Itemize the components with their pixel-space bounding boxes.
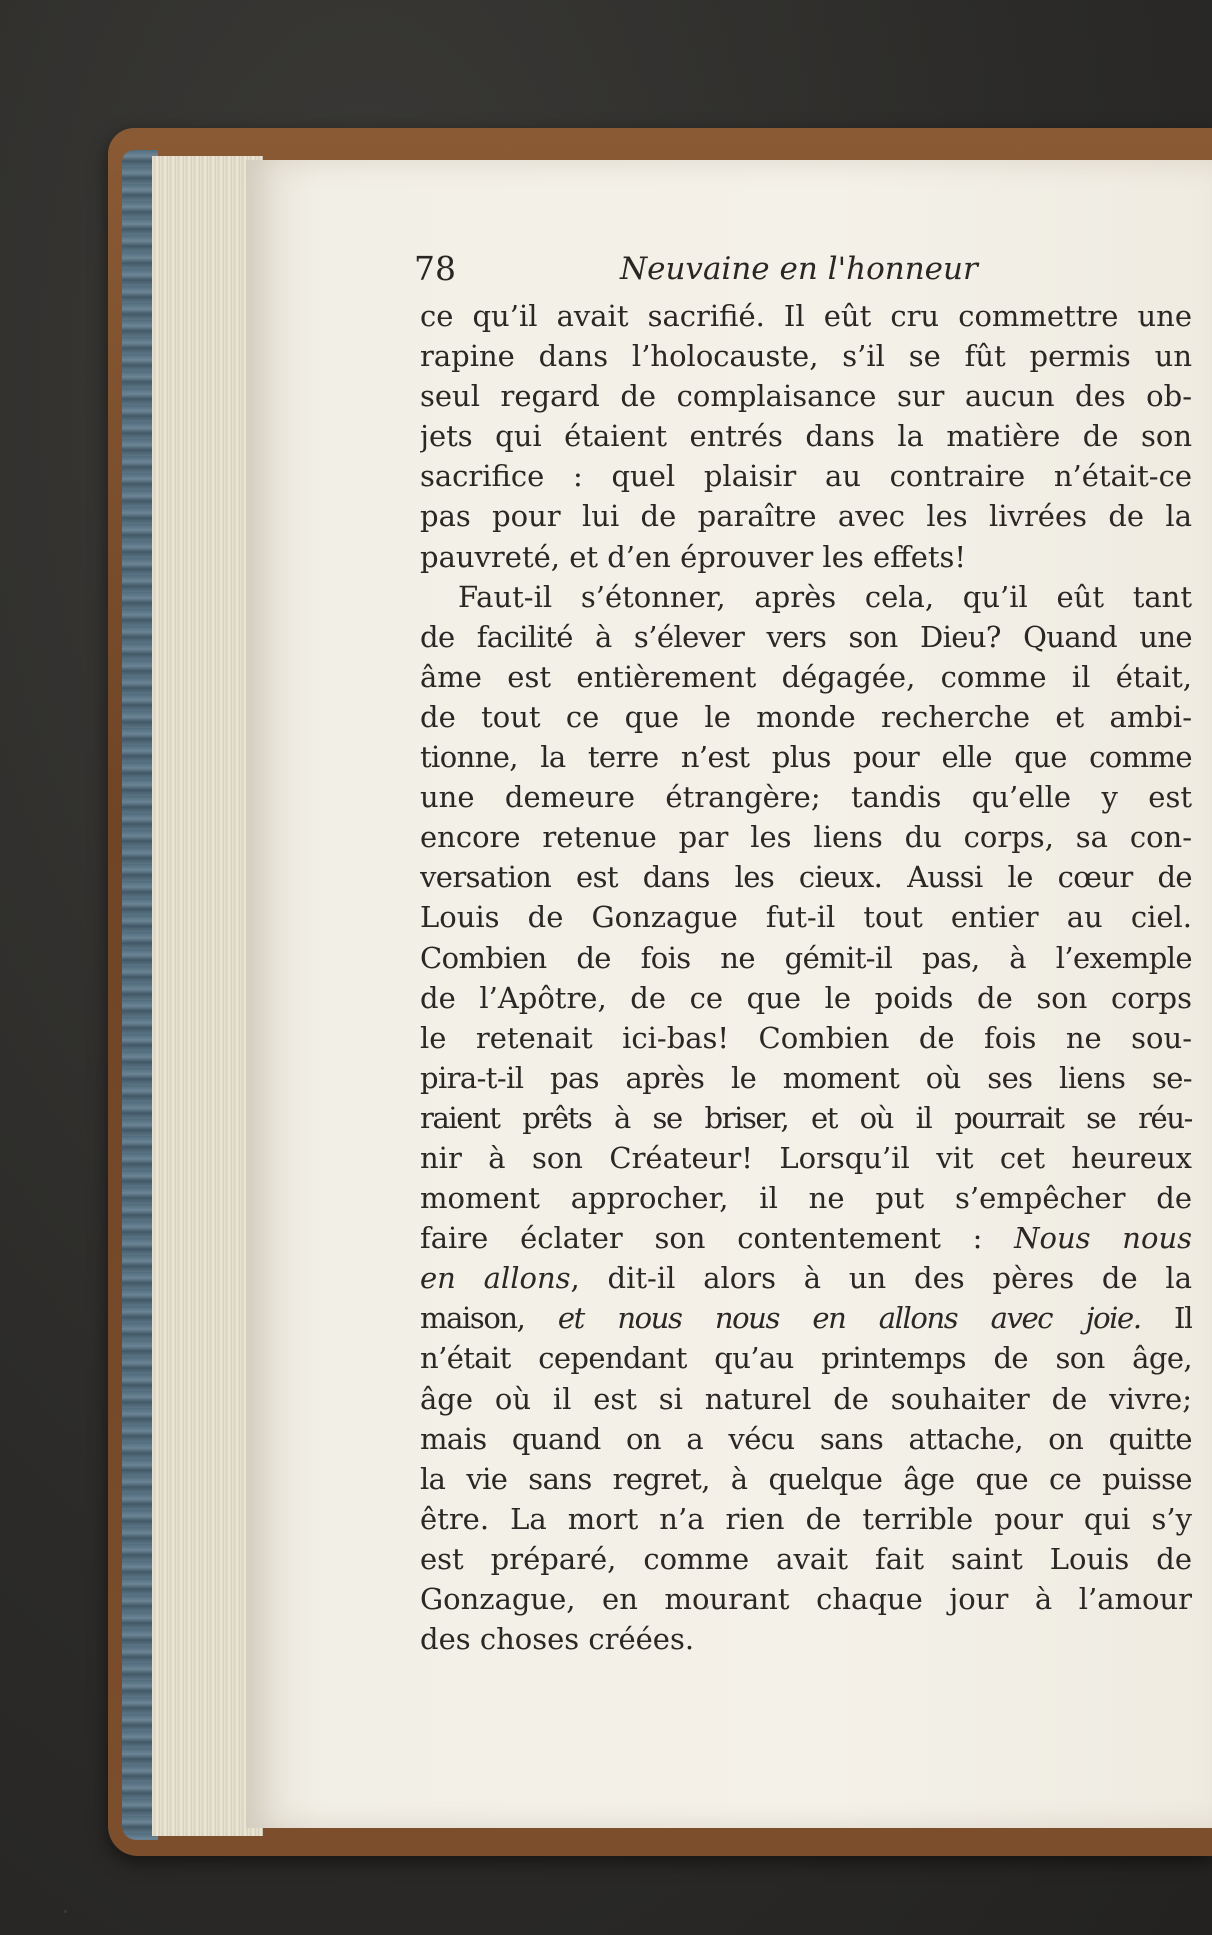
text-line: une demeure étrangère; tandis qu’elle y est xyxy=(420,780,1192,815)
text-line: mais quand on a vécu sans attache, on quitte xyxy=(420,1421,1192,1456)
text-line: être. La mort n’a rien de terrible pour qui s’y xyxy=(420,1501,1192,1536)
text-line: n’était cependant qu’au printemps de son âge, xyxy=(420,1341,1192,1376)
text-line: des choses créées. xyxy=(420,1622,695,1657)
text-line: jets qui étaient entrés dans la matière de son xyxy=(420,419,1192,454)
text-segment: , dit-il alors à un des pères de la xyxy=(570,1261,1192,1296)
text-line xyxy=(420,1218,1192,1258)
text-segment: Il xyxy=(1174,1301,1192,1336)
text-line: âge où il est si naturel de souhaiter de vivre; xyxy=(420,1381,1192,1416)
text-line: pauvreté, et d’en éprouver les effets! xyxy=(420,539,967,574)
italic-quote: Nous nous xyxy=(1014,1221,1192,1256)
italic-quote: en allons xyxy=(420,1261,571,1296)
text-line: Gonzague, en mourant chaque jour à l’amour xyxy=(420,1582,1192,1616)
page-number: 78 xyxy=(414,249,456,288)
text-line: de l’Apôtre, de ce que le poids de son corps xyxy=(420,980,1192,1015)
text-line: âme est entièrement dégagée, comme il était, xyxy=(420,659,1192,694)
running-title: Neuvaine en l'honneur xyxy=(620,251,978,287)
text-line: est préparé, comme avait fait saint Louis de xyxy=(420,1541,1192,1576)
text-line: moment approcher, il ne put s’empêcher de xyxy=(420,1181,1192,1216)
italic-quote: et nous nous en allons avec joie. xyxy=(557,1301,1141,1336)
text-line: Combien de fois ne gémit-il pas, à l’exemple xyxy=(420,940,1192,975)
text-line: seul regard de complaisance sur aucun des ob- xyxy=(420,379,1192,414)
text-line: pira-t-il pas après le moment où ses liens se- xyxy=(420,1060,1192,1095)
text-line: nir à son Créateur! Lorsqu’il vit cet heureux xyxy=(420,1140,1192,1175)
text-line: versation est dans les cieux. Aussi le cœur de xyxy=(420,860,1192,895)
text-line: pas pour lui de paraître avec les livrées de la xyxy=(420,499,1192,534)
text-line: raient prêts à se briser, et où il pourrait se réu- xyxy=(420,1100,1192,1135)
dust-speck xyxy=(64,1910,67,1913)
text-line xyxy=(420,1258,1192,1298)
text-segment: faire éclater son contentement : xyxy=(420,1221,983,1256)
text-line: le retenait ici-bas! Combien de fois ne sou- xyxy=(420,1020,1192,1055)
text-line: la vie sans regret, à quelque âge que ce puisse xyxy=(420,1461,1192,1496)
text-line: de tout ce que le monde recherche et ambi- xyxy=(420,699,1192,734)
text-line: Louis de Gonzague fut-il tout entier au ciel. xyxy=(420,900,1192,935)
text-line: rapine dans l’holocauste, s’il se fût permis un xyxy=(420,339,1192,374)
text-segment: maison, xyxy=(420,1301,525,1336)
body-text xyxy=(420,296,1192,1659)
paragraph-first-line: Faut-il s’étonner, après cela, qu’il eût tant xyxy=(458,579,1192,614)
text-line: de facilité à s’élever vers son Dieu? Quand une xyxy=(420,619,1192,654)
text-line: encore retenue par les liens du corps, sa con- xyxy=(420,820,1192,855)
running-head xyxy=(414,246,1194,292)
text-line: tionne, la terre n’est plus pour elle que comme xyxy=(420,740,1192,775)
dust-speck xyxy=(706,1606,709,1609)
text-line xyxy=(420,1298,1192,1338)
text-line: ce qu’il avait sacrifié. Il eût cru commettre une xyxy=(420,299,1192,333)
text-line: sacrifice : quel plaisir au contraire n’était-ce xyxy=(420,459,1192,494)
